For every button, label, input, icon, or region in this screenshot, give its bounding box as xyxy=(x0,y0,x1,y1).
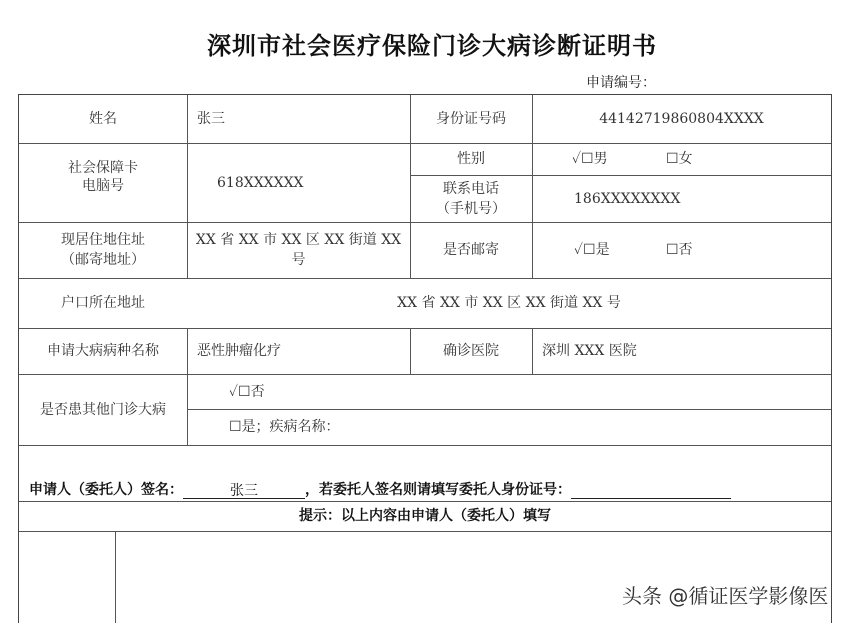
certificate-form xyxy=(18,94,832,623)
residence-address-value: XX 省 XX 市 XX 区 XX 街道 XX 号 xyxy=(195,232,402,268)
diagnosis-hospital-label: 确诊医院 xyxy=(443,343,499,359)
column-divider xyxy=(187,328,188,445)
proxy-id-label: ，若委托人签名则请填写委托人身份证号： xyxy=(305,482,571,498)
application-number-label: 申请编号： xyxy=(586,75,656,91)
residence-address-label: 现居住地住址 （邮寄地址） xyxy=(61,232,145,268)
mail-label: 是否邮寄 xyxy=(443,242,499,258)
id-number-label: 身份证号码 xyxy=(436,111,506,127)
id-number-value: 44142719860804XXXX xyxy=(599,111,764,127)
social-security-card-value: 618XXXXXX xyxy=(217,174,304,191)
proxy-id-field[interactable] xyxy=(571,480,731,499)
form-hint: 提示：以上内容由申请人（委托人）填写 xyxy=(299,508,551,524)
mail-yes-option[interactable]: ✓☐是 xyxy=(574,242,610,258)
disease-name-label: 申请大病病种名称 xyxy=(47,343,159,359)
diagnosis-hospital-value: 深圳 XXX 医院 xyxy=(542,343,637,359)
phone-label: 联系电话 （手机号） xyxy=(436,180,506,217)
disease-name-value: 恶性肿瘤化疗 xyxy=(197,343,281,359)
phone-value: 186XXXXXXXX xyxy=(574,190,681,207)
household-address-value: XX 省 XX 市 XX 区 XX 街道 XX 号 xyxy=(397,295,621,311)
social-security-card-label: 社会保障卡 电脑号 xyxy=(68,160,138,194)
name-value: 张三 xyxy=(197,111,225,127)
document-title: 深圳市社会医疗保险门诊大病诊断证明书 xyxy=(207,32,657,60)
other-disease-label: 是否患其他门诊大病 xyxy=(40,401,166,418)
other-disease-no-option[interactable]: ✓☐否 xyxy=(229,383,265,400)
gender-female-option[interactable]: ☐女 xyxy=(666,151,693,167)
row-divider xyxy=(19,531,831,532)
signature-field[interactable]: 张三 xyxy=(183,480,305,499)
row-divider xyxy=(19,501,831,502)
name-label: 姓名 xyxy=(89,111,117,127)
signature-label: 申请人（委托人）签名： xyxy=(29,482,183,498)
column-divider xyxy=(115,531,116,623)
signature-line xyxy=(29,479,829,499)
row-divider xyxy=(19,445,831,446)
mail-no-option[interactable]: ☐否 xyxy=(666,242,693,258)
column-divider xyxy=(532,328,533,374)
other-disease-yes-option[interactable]: ☐是；疾病名称： xyxy=(229,419,340,435)
gender-male-option[interactable]: ✓☐男 xyxy=(572,151,608,167)
household-address-label: 户口所在地址 xyxy=(61,295,145,311)
watermark: 头条 @循证医学影像医 xyxy=(622,584,829,608)
gender-label: 性别 xyxy=(457,151,485,167)
